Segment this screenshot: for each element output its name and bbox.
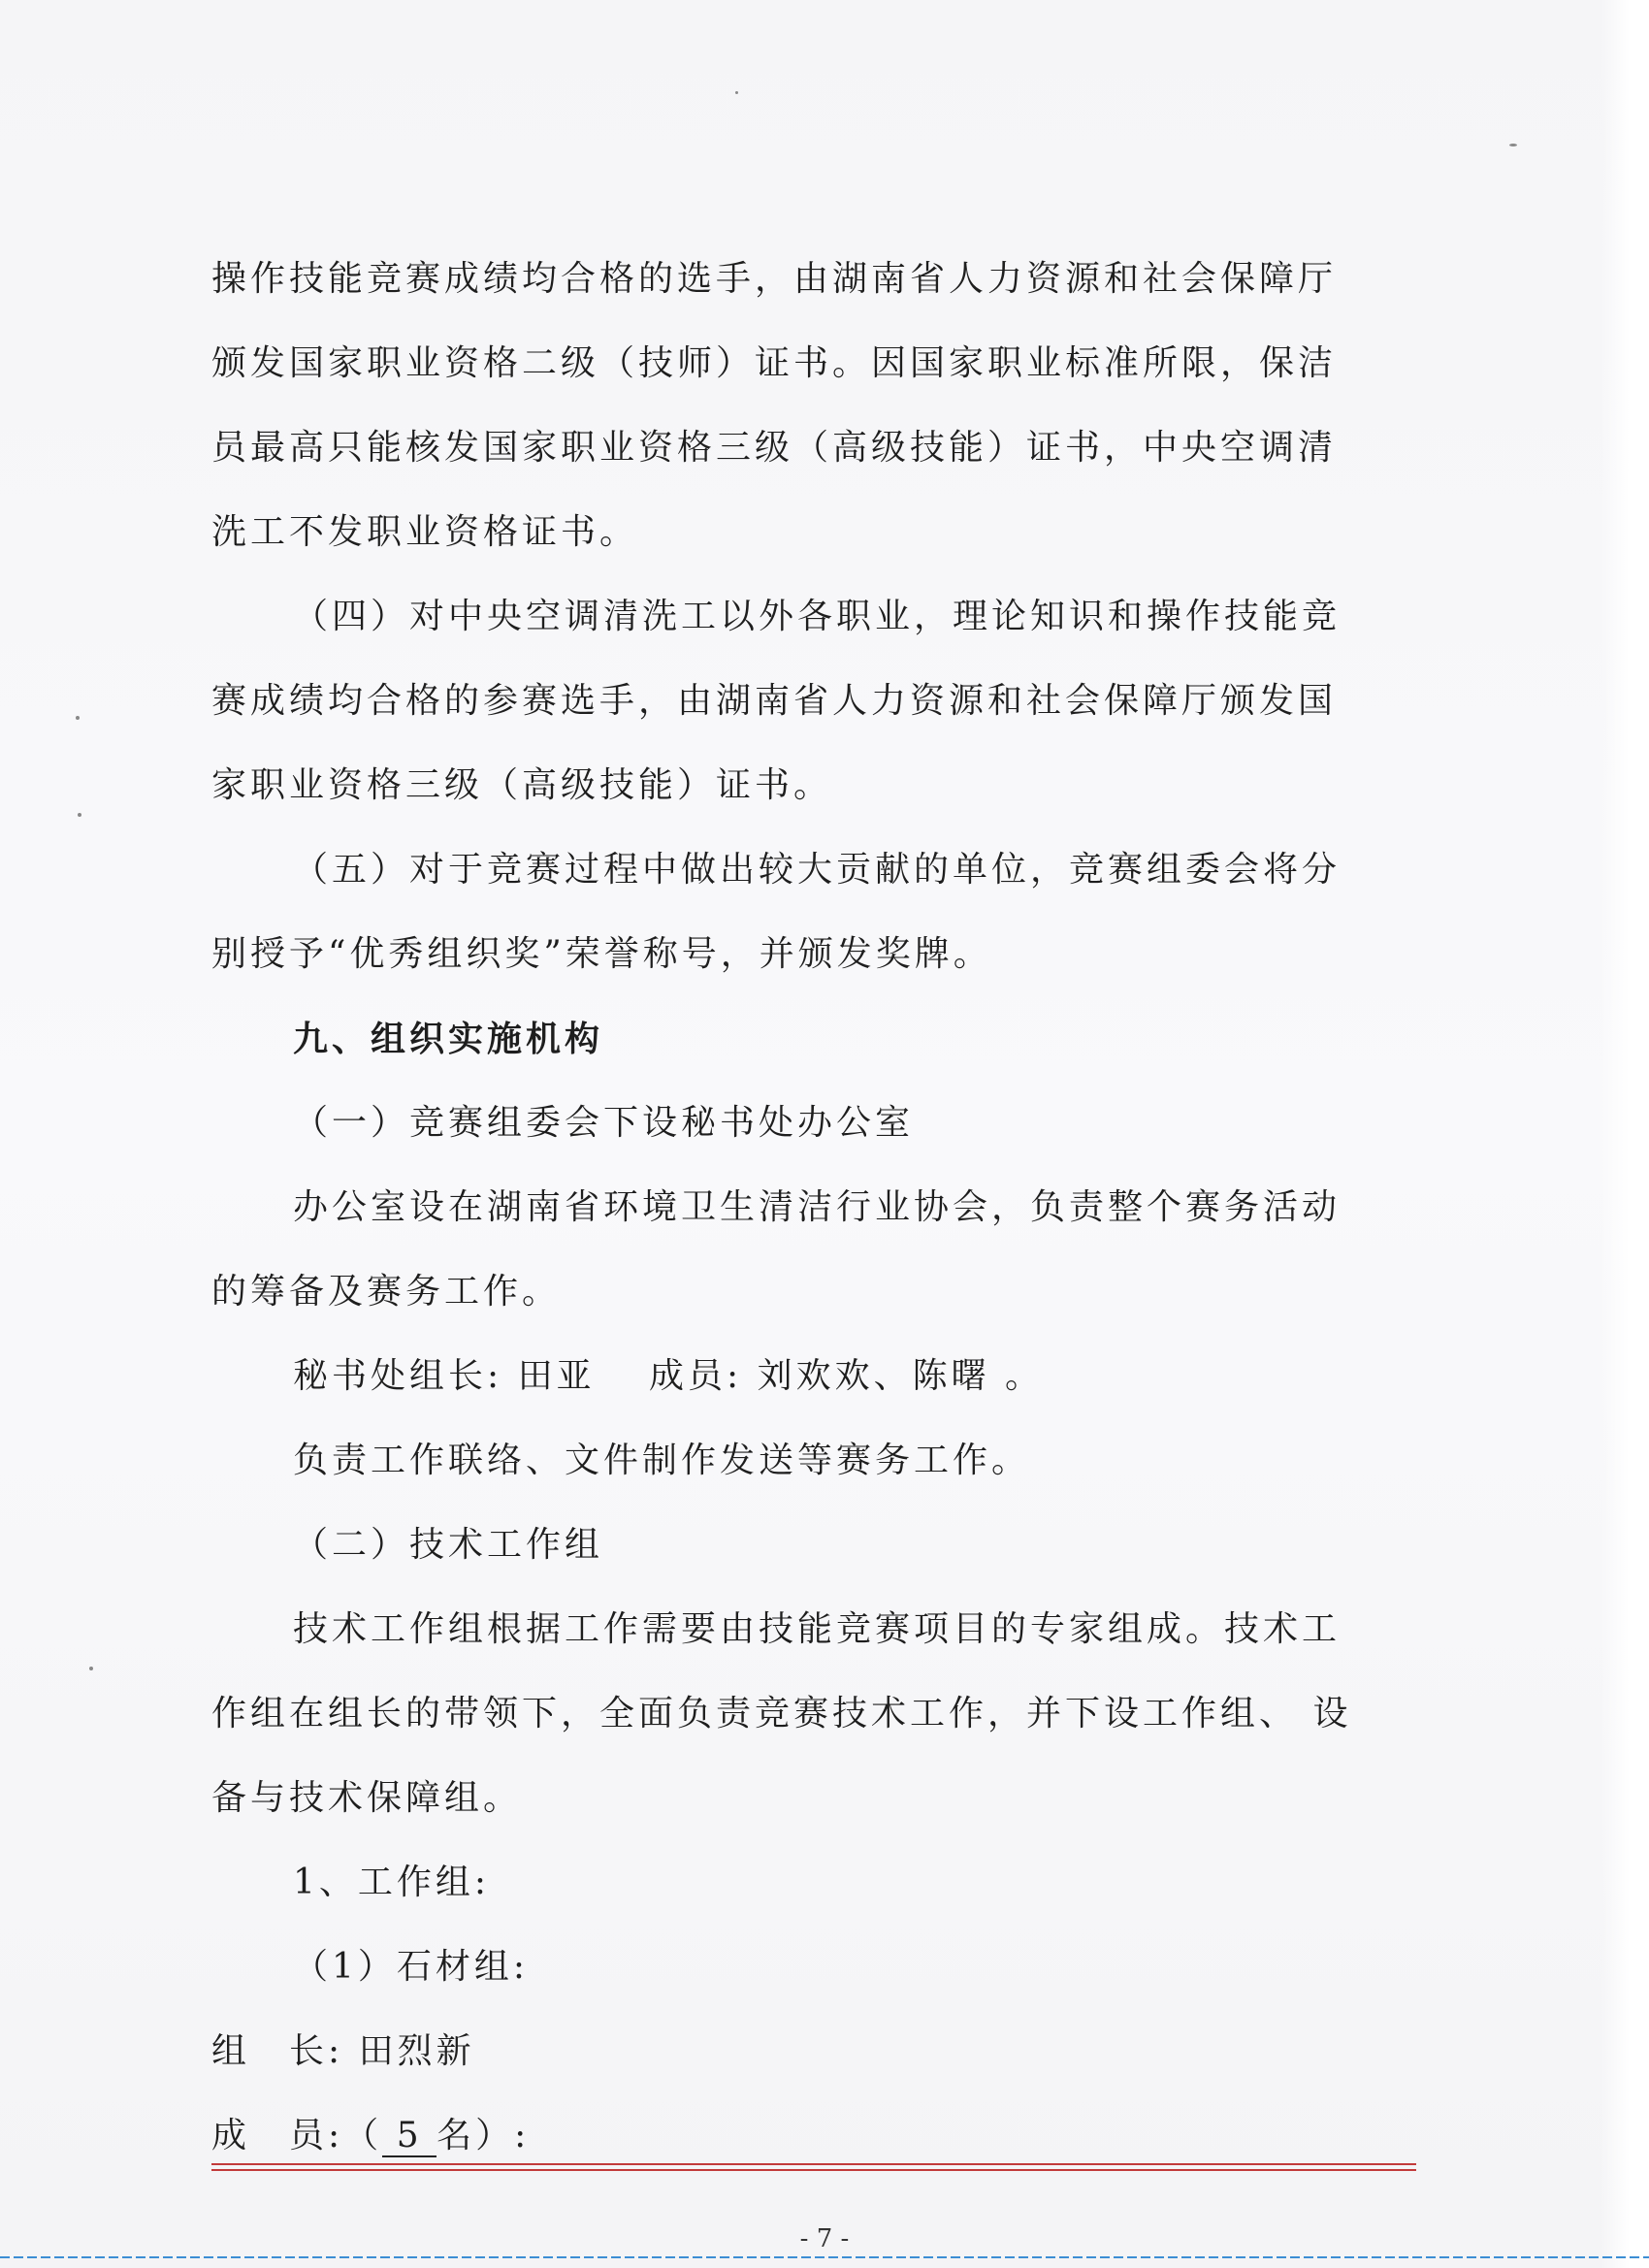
section-heading: 九、组织实施机构 xyxy=(293,1019,604,1059)
list-subheading: （1）石材组: xyxy=(293,1947,530,1987)
footer-rule xyxy=(211,2163,1416,2165)
members-count: 5 xyxy=(382,2117,436,2157)
scan-speck xyxy=(735,91,738,94)
paragraph-line: 别授予“优秀组织奖”荣誉称号，并颁发奖牌。 xyxy=(211,934,992,974)
group-leader-line: 组 长: 田烈新 xyxy=(211,2031,475,2071)
list-heading: 1、工作组: xyxy=(293,1863,491,1902)
page-edge-shadow xyxy=(1600,0,1649,2268)
page-number: - 7 - xyxy=(799,2224,850,2253)
subsection-heading: （一）竞赛组委会下设秘书处办公室 xyxy=(293,1103,915,1143)
paragraph-line: 负责工作联络、文件制作发送等赛务工作。 xyxy=(293,1441,1031,1480)
scan-speck xyxy=(89,1667,93,1670)
document-body xyxy=(211,250,1405,2191)
scan-speck xyxy=(76,716,80,720)
paragraph-line: （四）对中央空调清洗工以外各职业，理论知识和操作技能竞 xyxy=(293,597,1342,636)
paragraph-line: 家职业资格三级（高级技能）证书。 xyxy=(211,765,833,805)
secretariat-members-line: 秘书处组长: 田亚 成员: 刘欢欢、陈曙 。 xyxy=(293,1356,1045,1396)
paragraph-line: 办公室设在湖南省环境卫生清洁行业协会，负责整个赛务活动 xyxy=(293,1187,1342,1227)
paragraph-line: 洗工不发职业资格证书。 xyxy=(211,512,639,552)
paragraph-line: 作组在组长的带领下，全面负责竞赛技术工作，并下设工作组、 设 xyxy=(211,1694,1352,1733)
paragraph-line: 颁发国家职业资格二级（技师）证书。因国家职业标准所限，保洁 xyxy=(211,343,1338,383)
members-suffix: 名）: xyxy=(436,2116,531,2155)
paragraph-line: （五）对于竞赛过程中做出较大贡献的单位，竞赛组委会将分 xyxy=(293,850,1342,890)
group-members-line xyxy=(211,2107,1405,2191)
paragraph-line: 操作技能竞赛成绩均合格的选手，由湖南省人力资源和社会保障厅 xyxy=(211,259,1338,299)
paragraph-line: 赛成绩均合格的参赛选手，由湖南省人力资源和社会保障厅颁发国 xyxy=(211,681,1338,721)
scan-edge-line xyxy=(0,2256,1649,2258)
subsection-heading: （二）技术工作组 xyxy=(293,1525,604,1565)
paragraph-line: 的筹备及赛务工作。 xyxy=(211,1272,562,1312)
members-prefix: 成 员:（ xyxy=(211,2116,383,2155)
paragraph-line: 技术工作组根据工作需要由技能竞赛项目的专家组成。技术工 xyxy=(293,1609,1342,1649)
scan-speck xyxy=(1509,144,1517,146)
paragraph-line: 员最高只能核发国家职业资格三级（高级技能）证书，中央空调清 xyxy=(211,428,1338,468)
footer-rule xyxy=(211,2169,1416,2171)
scan-speck xyxy=(78,813,81,817)
paragraph-line: 备与技术保障组。 xyxy=(211,1778,523,1818)
